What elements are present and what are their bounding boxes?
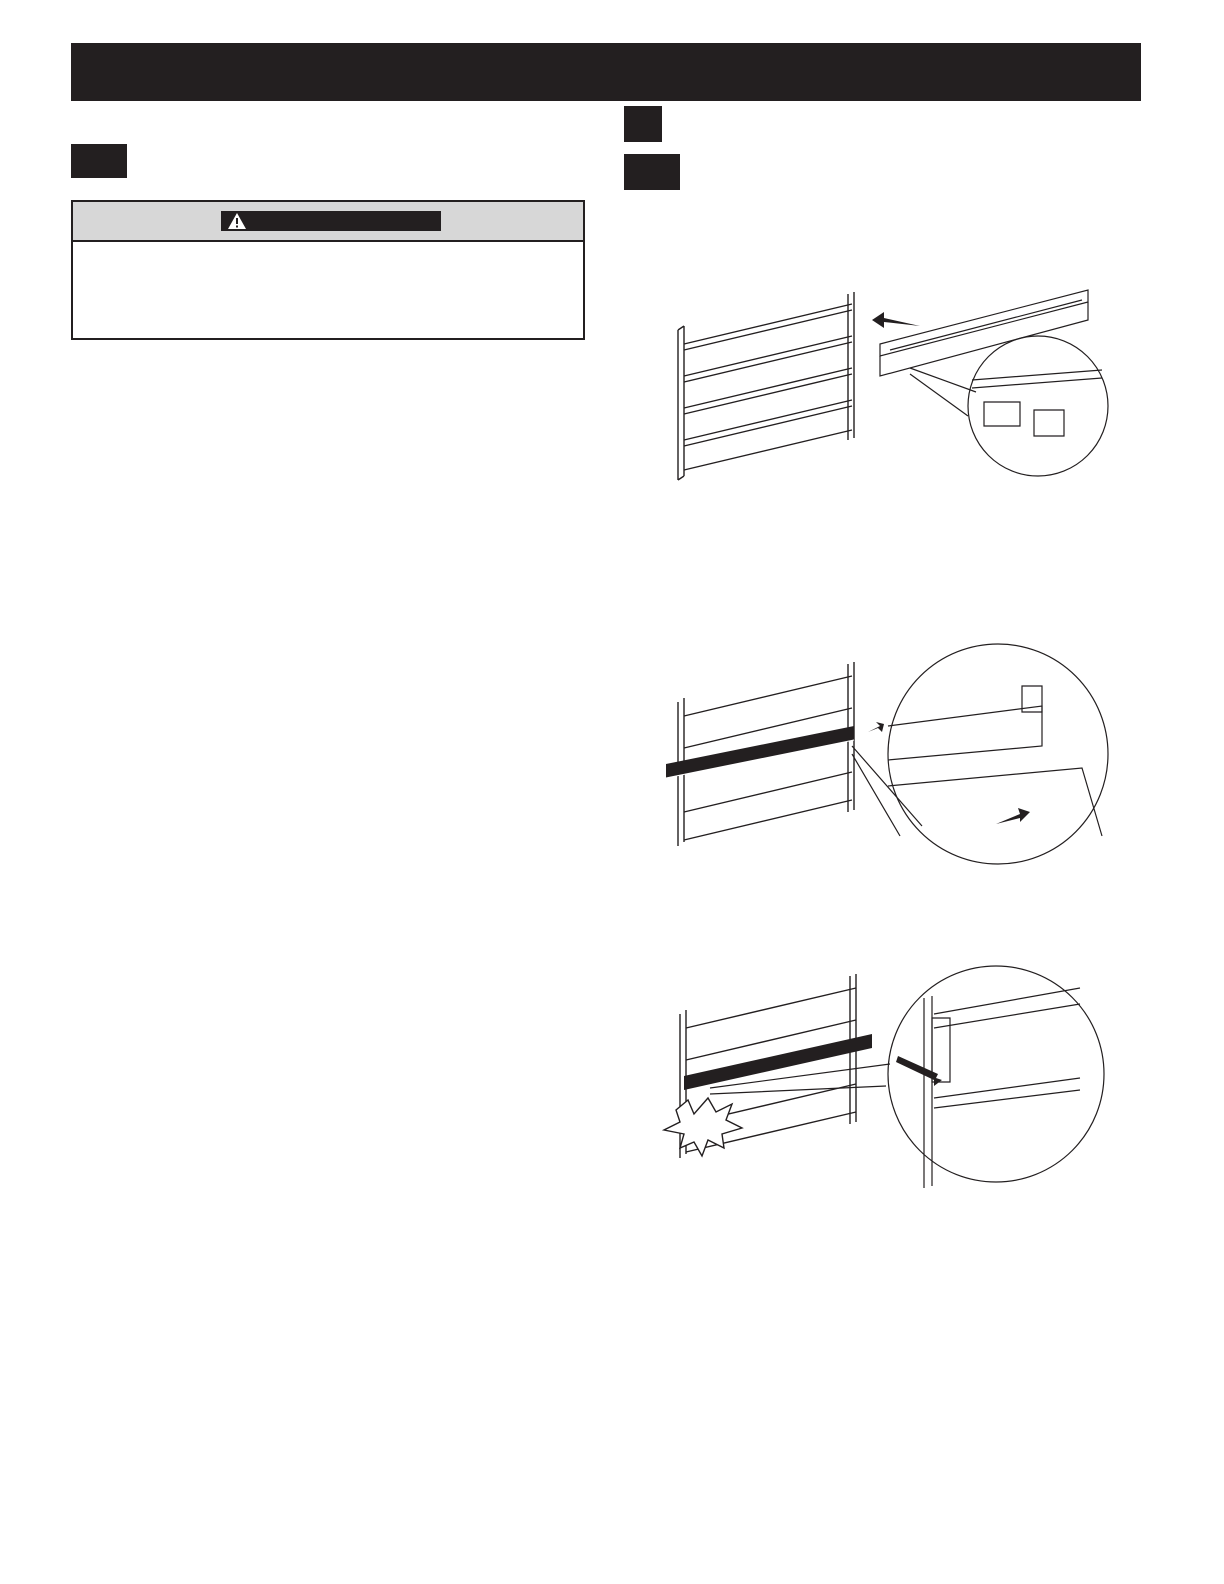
arrow-icon [996, 808, 1030, 824]
caution-header [73, 202, 583, 242]
step-badge-left [71, 144, 127, 178]
caution-box [71, 200, 585, 340]
caution-signal-pill [221, 211, 441, 231]
warning-triangle-icon [227, 212, 247, 230]
illustration-3-slide-locked [650, 948, 1110, 1188]
arrow-icon [868, 722, 884, 732]
arrow-icon [872, 312, 920, 328]
illustration-2-slide-installed [662, 636, 1122, 876]
arrow-icon [896, 1056, 942, 1086]
illustration-1-rack-and-slide [662, 280, 1122, 500]
header-bar [71, 43, 1141, 101]
step-badge-right-large [624, 154, 680, 190]
caution-body [73, 242, 583, 338]
step-badge-right-small [624, 106, 662, 142]
click-burst-icon [664, 1098, 742, 1156]
